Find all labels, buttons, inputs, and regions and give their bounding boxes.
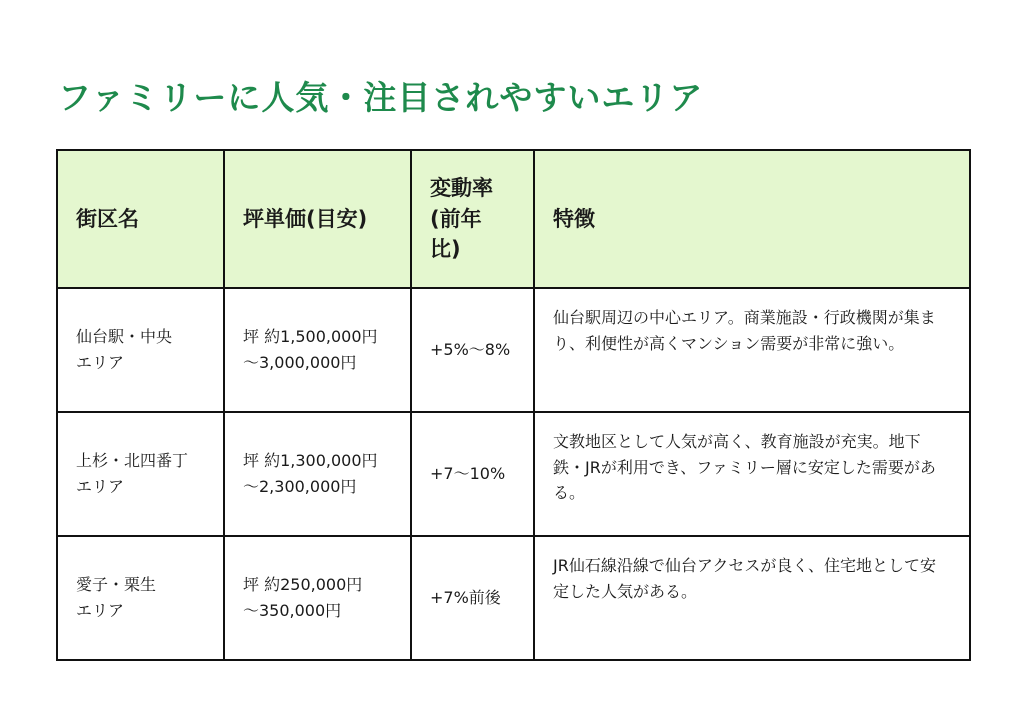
change-rate-cell: +5%〜8%	[411, 288, 534, 412]
price-line: 坪 約1,300,000円	[243, 451, 378, 471]
price-line: 〜3,000,000円	[243, 353, 357, 372]
area-name-line: 上杉・北四番丁	[76, 451, 189, 471]
price-cell	[224, 536, 411, 660]
area-name-cell	[57, 288, 224, 412]
feature-cell: JR仙石線沿線で仙台アクセスが良く、住宅地として安定した人気がある。	[534, 536, 970, 660]
feature-cell: 文教地区として人気が高く、教育施設が充実。地下鉄・JRが利用でき、ファミリー層に安定した需要がある。	[534, 412, 970, 536]
area-name-line: エリア	[76, 601, 125, 620]
change-rate-cell: +7%前後	[411, 536, 534, 660]
area-name-line: エリア	[76, 477, 125, 496]
price-cell	[224, 412, 411, 536]
area-table	[56, 149, 971, 661]
feature-cell: 仙台駅周辺の中心エリア。商業施設・行政機関が集まり、利便性が高くマンション需要が非常に強い。	[534, 288, 970, 412]
price-cell	[224, 288, 411, 412]
price-line: 〜2,300,000円	[243, 477, 357, 496]
header-price: 坪単価(目安)	[224, 150, 411, 288]
area-name-cell	[57, 536, 224, 660]
table-row	[57, 288, 970, 412]
change-rate-cell: +7〜10%	[411, 412, 534, 536]
area-name-cell	[57, 412, 224, 536]
area-name-line: エリア	[76, 353, 125, 372]
table-row	[57, 412, 970, 536]
header-feature: 特徴	[534, 150, 970, 288]
header-area-name: 街区名	[57, 150, 224, 288]
price-line: 坪 約1,500,000円	[243, 327, 378, 347]
price-line: 坪 約250,000円	[243, 575, 363, 595]
header-change-rate-line: 比)	[430, 237, 461, 262]
header-change-rate-line: 変動率	[430, 176, 493, 201]
header-change-rate-line: (前年	[430, 206, 482, 231]
area-name-line: 愛子・栗生	[76, 575, 157, 595]
header-change-rate	[411, 150, 534, 288]
page-title: ファミリーに人気・注目されやすいエリア	[58, 78, 704, 117]
table-row	[57, 536, 970, 660]
table-header-row	[57, 150, 970, 288]
price-line: 〜350,000円	[243, 601, 342, 620]
area-name-line: 仙台駅・中央	[76, 327, 173, 347]
